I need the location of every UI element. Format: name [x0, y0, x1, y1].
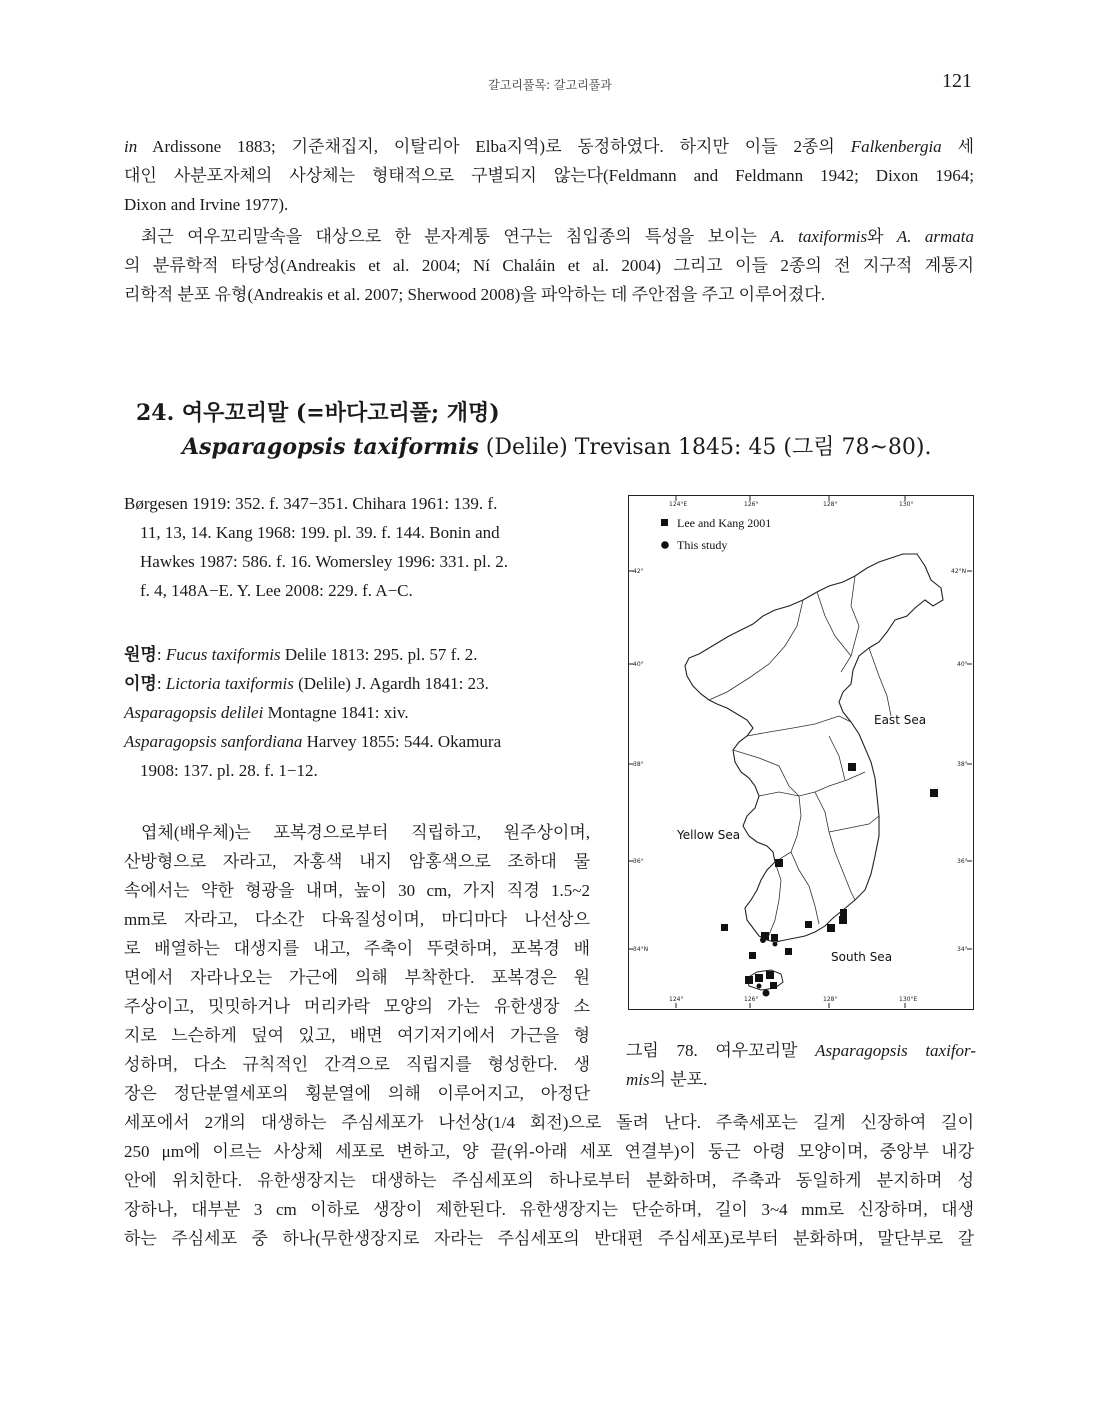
record-square — [755, 974, 763, 982]
text-line: 로 배열하는 대생지를 내고, 주축이 뚜렷하며, 포복경 배 — [124, 939, 590, 958]
reference-line: Børgesen 1919: 352. f. 347−351. Chihara 1961: 139. f. — [124, 494, 498, 513]
record-square — [771, 934, 778, 941]
text-line: 지로 느슨하게 덮여 있고, 배면 여기저기에서 가근을 형 — [124, 1026, 590, 1045]
running-head: 갈고리풀목: 갈고리풀과 — [488, 78, 612, 92]
description-left — [124, 818, 590, 1108]
text-line: 리학적 분포 유형(Andreakis et al. 2007; Sherwood 2008)을 파악하는 데 주안점을 주고 이루어졌다. — [124, 285, 826, 304]
record-circle — [760, 937, 766, 943]
description-full — [124, 1108, 974, 1253]
record-square — [785, 948, 792, 955]
species-authority: (Delile) Trevisan 1845: 45 (그림 78~80). — [478, 435, 932, 460]
tick-label: 34°N — [633, 946, 649, 953]
tick-label: 36° — [957, 858, 968, 865]
tick-label: 42° — [633, 568, 644, 575]
tick-label: 124°E — [669, 501, 688, 508]
caption-line: mis의 분포. — [626, 1070, 708, 1089]
text-line: 면에서 자라나오는 가근에 의해 부착한다. 포복경은 원 — [124, 968, 590, 987]
tick-label: 36° — [633, 858, 644, 865]
record-square — [770, 982, 777, 989]
synonyms-block — [124, 640, 590, 785]
text-line: 성하며, 다소 규칙적인 간격으로 직립지를 형성한다. 생 — [124, 1055, 590, 1074]
reference-line: 11, 13, 14. Kang 1968: 199. pl. 39. f. 144. Bonin and — [140, 523, 500, 542]
intro-paragraph-2 — [124, 222, 974, 309]
text-line: 의 분류학적 타당성(Andreakis et al. 2004; Ní Chaláin et al. 2004) 그리고 이들 2종의 전 지구적 계통지 — [124, 256, 974, 275]
synonym-line: Asparagopsis delilei Montagne 1841: xiv. — [124, 703, 409, 722]
tick-label: 40° — [633, 661, 644, 668]
text-line: 대인 사분포자체의 사상체는 형태적으로 구별되지 않는다(Feldmann and Feldmann 1942; Dixon 1964; — [124, 166, 974, 185]
tick-label: 126° — [744, 996, 759, 1003]
references-block — [124, 489, 590, 605]
tick-label: 34° — [957, 946, 968, 953]
text-line: 최근 여우꼬리말속을 대상으로 한 분자계통 연구는 침입종의 특성을 보이는 A. taxiformis와 A. armata — [141, 227, 974, 246]
tick-label: 38° — [957, 761, 968, 768]
reference-line: f. 4, 148A−E. Y. Lee 2008: 229. f. A−C. — [140, 581, 413, 600]
tick-label: 130° — [899, 501, 914, 508]
record-square — [766, 971, 774, 979]
species-scientific-name: Asparagopsis taxiformis — [182, 434, 479, 460]
legend-square-marker — [661, 519, 668, 526]
record-square — [745, 976, 753, 984]
tick-label: 128° — [823, 996, 838, 1003]
record-square — [930, 789, 938, 797]
text-line: 하는 주심세포 중 하나(무한생장지로 자라는 주심세포의 반대편 주심세포)로부터 분화하며, 말단부로 갈 — [124, 1229, 974, 1248]
text-line: in Ardissone 1883; 기준채집지, 이탈리아 Elba지역)로 동정하였다. 하지만 이들 2종의 Falkenbergia 세 — [124, 137, 974, 156]
record-square — [848, 763, 856, 771]
text-line: 250 μm에 이르는 사상체 세포로 변하고, 양 끝(위-아래 세포 연결부)이 둥근 아령 모양이며, 중앙부 내강 — [124, 1142, 974, 1161]
text-line: 주상이고, 밋밋하거나 머리카락 모양의 가는 유한생장 소 — [124, 997, 590, 1016]
text-line: 세포에서 2개의 대생하는 주심세포가 나선상(1/4 회전)으로 돌려 난다. 주축세포는 길게 신장하여 길이 — [124, 1113, 974, 1132]
korea-map-svg — [629, 496, 972, 1008]
south-sea-label: South Sea — [831, 950, 893, 964]
record-square — [775, 859, 783, 867]
text-line: 속에서는 약한 형광을 내며, 높이 30 cm, 가지 직경 1.5~2 — [124, 881, 590, 900]
record-markers-squares — [721, 763, 938, 989]
synonym-line: 1908: 137. pl. 28. f. 1−12. — [140, 761, 318, 780]
text-line: 엽체(배우체)는 포복경으로부터 직립하고, 원주상이며, — [141, 823, 590, 842]
legend-circle-label: This study — [677, 538, 728, 552]
record-square — [840, 909, 847, 916]
record-square — [805, 921, 812, 928]
text-line: 장하나, 대부분 3 cm 이하로 생장이 제한된다. 유한생장지는 단순하며, 길이 3~4 mm로 신장하며, 대생 — [124, 1200, 974, 1219]
figure-caption — [626, 1036, 976, 1094]
tick-label: 38° — [633, 761, 644, 768]
record-square — [839, 916, 847, 924]
tick-label: 124° — [669, 996, 684, 1003]
east-sea-label: East Sea — [874, 713, 927, 727]
species-name-line — [136, 430, 931, 465]
legend-circle-marker — [661, 541, 669, 549]
tick-label: 126° — [744, 501, 759, 508]
synonym-line: Asparagopsis sanfordiana Harvey 1855: 544. Okamura — [124, 732, 502, 751]
legend-square-label: Lee and Kang 2001 — [677, 516, 772, 530]
record-square — [749, 952, 756, 959]
tick-label: 130°E — [899, 996, 918, 1003]
caption-line: 그림 78. 여우꼬리말 Asparagopsis taxifor- — [626, 1041, 976, 1060]
coastline — [685, 554, 943, 942]
tick-label: 42°N — [951, 568, 967, 575]
text-line: 장은 정단분열세포의 횡분열에 의해 이루어지고, 아정단 — [124, 1084, 590, 1103]
distribution-map — [628, 495, 974, 1010]
yellow-sea-label: Yellow Sea — [677, 828, 741, 842]
text-line: Dixon and Irvine 1977). — [124, 195, 289, 214]
record-circle — [763, 990, 770, 997]
tick-label: 40° — [957, 661, 968, 668]
text-line: 안에 위치한다. 유한생장지는 대생하는 주심세포의 하나로부터 분화하며, 주축과 동일하게 분지하며 성 — [124, 1171, 974, 1190]
text-line: mm로 자라고, 다소간 다육질성이며, 마디마다 나선상으 — [124, 910, 590, 929]
species-heading — [136, 396, 931, 465]
reference-line: Hawkes 1987: 586. f. 16. Womersley 1996: 331. pl. 2. — [140, 552, 509, 571]
tick-label: 128° — [823, 501, 838, 508]
page-number: 121 — [942, 70, 972, 92]
text-line: 산방형으로 자라고, 자홍색 내지 암홍색으로 조하대 물 — [124, 852, 590, 871]
record-circle — [757, 984, 762, 989]
basionym-line: 원명: Fucus taxiformis Delile 1813: 295. pl. 57 f. 2. — [124, 645, 478, 664]
record-square — [721, 924, 728, 931]
record-circle — [773, 942, 778, 947]
species-number-title: 24. 여우꼬리말 (=바다고리풀; 개명) — [136, 400, 500, 426]
record-square — [827, 924, 835, 932]
synonym-line: 이명: Lictoria taxiformis (Delile) J. Agardh 1841: 23. — [124, 674, 489, 693]
province-borders — [709, 576, 891, 940]
intro-paragraph-1 — [124, 132, 974, 219]
